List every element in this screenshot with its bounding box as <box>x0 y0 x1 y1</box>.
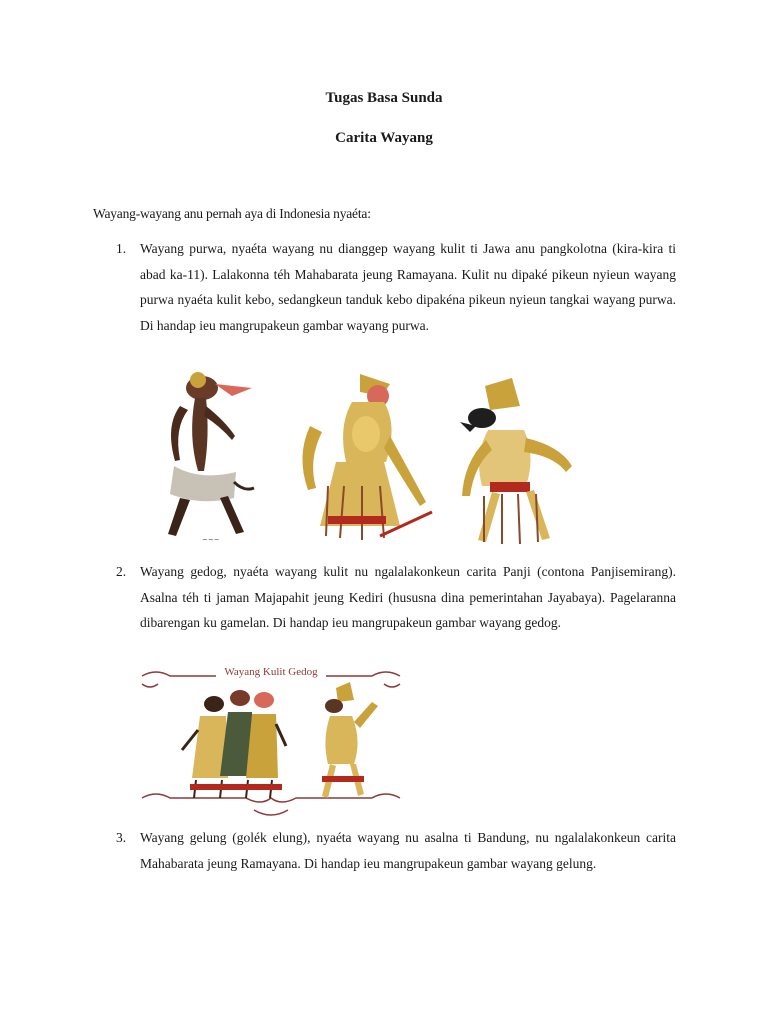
intro-paragraph: Wayang-wayang anu pernah aya di Indonesia nyaéta: <box>93 206 371 221</box>
list-item-number: 2. <box>116 564 127 579</box>
wayang-purwa-image <box>140 366 592 554</box>
list-item-text: Wayang gedog, nyaéta wayang kulit nu ngalalakonkeun carita Panji (contona Panjisemirang). Asalna téh ti jaman Majapahit jeung Kediri (hususna dina pemerintahan Jayabaya). Pagelaranna dibarengan ku gamelan. Di handap ieu mangrupakeun gambar wayang gedog. <box>140 564 676 630</box>
wayang-gedog-image <box>136 660 406 822</box>
list-item-text: Wayang gelung (golék elung), nyaéta wayang nu asalna ti Bandung, nu ngalalakonkeun carita Mahabarata jeung Ramayana. Di handap ieu mangrupakeun gambar wayang gelung. <box>140 830 676 871</box>
document-title: Tugas Basa Sunda <box>325 90 443 106</box>
list-item-number: 1. <box>116 241 127 256</box>
figure-caption: Wayang Kulit Gedog <box>224 666 318 678</box>
document-subtitle: Carita Wayang <box>335 130 433 146</box>
list-item-number: 3. <box>116 830 127 845</box>
list-item-text: Wayang purwa, nyaéta wayang nu dianggep wayang kulit ti Jawa anu pangkolotna (kira-kira ti abad ka-11). Lalakonna téh Mahabarata jeung Ramayana. Kulit nu dipaké pikeun nyieun wayang purwa nyaéta kulit kebo, sedangkeun tanduk kebo dipakéna pikeun nyieun tangkai wayang purwa. Di handap ieu mangrupakeun gambar wayang purwa. <box>140 241 676 333</box>
svg-text:~~~: ~~~ <box>202 536 220 544</box>
